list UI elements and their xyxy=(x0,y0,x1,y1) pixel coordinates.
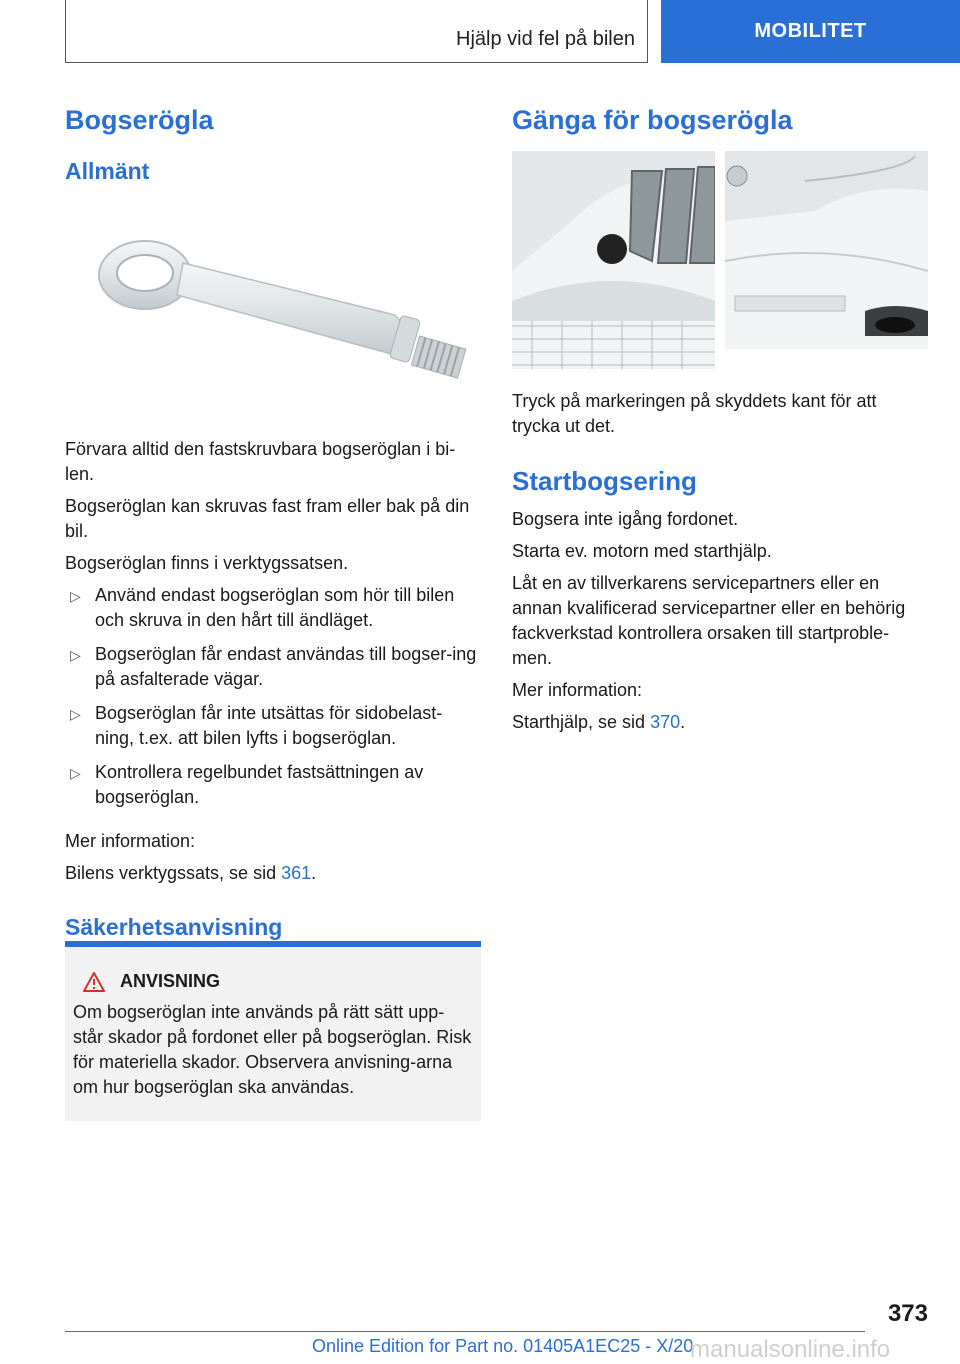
paragraph-jump-start: Starta ev. motorn med starthjälp. xyxy=(512,541,772,561)
start-towing-heading: Startbogsering xyxy=(512,466,697,496)
list-item: ▷ Använd endast bogseröglan som hör till bilen och skruva in den hårt till ändläget. xyxy=(70,585,455,630)
header-section-title: Hjälp vid fel på bilen xyxy=(456,28,635,50)
list-item: ▷ Kontrollera regelbundet fastsättningen av bogseröglan. xyxy=(70,762,424,807)
bullet-triangle-icon: ▷ xyxy=(70,765,81,781)
toolkit-reference: Bilens verktygssats, se sid 361. xyxy=(65,863,317,883)
notice-title: ANVISNING xyxy=(73,971,473,992)
header-chapter-tab[interactable]: MOBILITET xyxy=(661,0,960,63)
list-item: ▷ Bogseröglan får inte utsättas för sidobelast-ning, t.ex. att bilen lyfts i bogseröglan. xyxy=(70,703,443,748)
bumper-images xyxy=(512,151,928,369)
footer-edition: Online Edition for Part no. 01405A1EC25 - X/20 xyxy=(312,1336,694,1356)
jump-start-reference: Starthjälp, se sid 370. xyxy=(512,712,686,732)
safety-heading: Säkerhetsanvisning xyxy=(65,914,283,940)
general-heading: Allmänt xyxy=(65,158,150,184)
bullet-triangle-icon: ▷ xyxy=(70,706,81,722)
list-item: ▷ Bogseröglan får endast användas till bogser-ing på asfalterade vägar. xyxy=(70,644,477,689)
notice-text: Om bogseröglan inte används på rätt sätt upp-står skador på fordonet eller på bogseröglan. Risk för materiella skador. Observera anvisning-arna om hur bogseröglan ska användas. xyxy=(73,1002,472,1097)
footer-divider xyxy=(65,1331,865,1332)
rear-bumper-image xyxy=(725,151,928,349)
thread-title: Gänga för bogserögla xyxy=(512,105,793,135)
bullet-triangle-icon: ▷ xyxy=(70,588,81,604)
page-link-361[interactable]: 361 xyxy=(281,863,312,883)
paragraph-toolkit: Bogseröglan finns i verktygssatsen. xyxy=(65,553,349,573)
page-number: 373 xyxy=(887,1300,928,1327)
instruction-list xyxy=(65,583,481,810)
page-link-370[interactable]: 370 xyxy=(650,712,681,732)
tow-eye-illustration xyxy=(65,205,481,415)
watermark: manualsonline.info xyxy=(690,1336,891,1363)
warning-triangle-icon xyxy=(83,972,105,992)
right-column xyxy=(512,100,928,735)
paragraph-no-start: Bogsera inte igång fordonet. xyxy=(512,509,739,529)
image-caption: Tryck på markeringen på skyddets kant för att trycka ut det. xyxy=(512,391,877,436)
more-info-label: Mer information: xyxy=(512,680,643,700)
left-column xyxy=(65,100,481,941)
more-info-label: Mer information: xyxy=(65,831,196,851)
page-title: Bogserögla xyxy=(65,105,214,135)
notice-box xyxy=(65,941,481,1121)
front-bumper-image xyxy=(512,151,715,369)
paragraph-mount: Bogseröglan kan skruvas fast fram eller bak på din bil. xyxy=(65,496,470,541)
paragraph-service: Låt en av tillverkarens servicepartners eller en annan kvalificerad servicepartner eller en behörig fackverkstad kontrollera orsaken till startproble-men. xyxy=(512,573,906,668)
bullet-triangle-icon: ▷ xyxy=(70,647,81,663)
paragraph-store: Förvara alltid den fastskruvbara bogseröglan i bi-len. xyxy=(65,439,456,484)
